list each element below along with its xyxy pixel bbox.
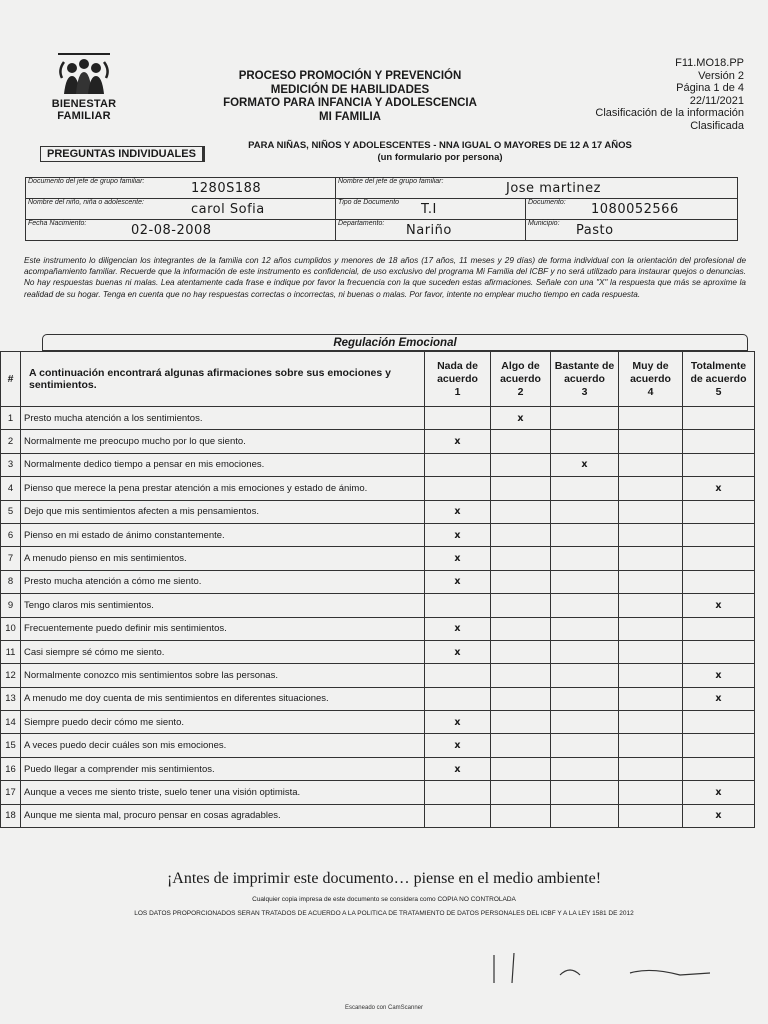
instructions-paragraph: Este instrumento lo diligencian los integrantes de la familia con 12 años cumplidos y menores de 18 años (17 años, 11 meses y 29 días) de forma individual con la orientación del profesional de acompañamiento familiar. Recuerde que la información de este instrumento es confidencial, de uso exclusivo del programa Mi Familia del ICBF y no será utilizado para instaurar quejos o denuncias. No hay respuestas buenas ni malas. Lea atentamente cada frase e indique por favor la frecuencia con la que suceden estas afirmaciones. Señale con una "X" la respuesta que más se aproxime la realidad de su hogar. Tenga en cuenta que no hay respuestas correctas o incorrectas, ni buenas o malas. Por favor, intente no emplear mucho tiempo en cada respuesta. — [24, 256, 746, 299]
section-label-preguntas: PREGUNTAS INDIVIDUALES — [40, 146, 205, 162]
answer-cell-3[interactable] — [551, 781, 619, 804]
statement-text: Frecuentemente puedo definir mis sentimientos. — [21, 617, 425, 640]
answer-cell-1[interactable] — [425, 570, 491, 593]
jefe-documento-field[interactable] — [26, 178, 336, 199]
answer-mark: x — [715, 693, 722, 705]
jefe-nombre-label: Nombre del jefe de grupo familiar: — [338, 178, 444, 185]
answer-cell-3[interactable] — [551, 430, 619, 453]
row-number: 15 — [1, 734, 21, 757]
scale-label-2: Algo de acuerdo — [500, 359, 541, 385]
documento-label: Documento: — [528, 199, 566, 206]
table-row — [1, 407, 755, 430]
statement-text: Pienso que merece la pena prestar atención a mis emociones y estado de ánimo. — [21, 477, 425, 500]
answer-cell-3[interactable] — [551, 547, 619, 570]
answer-cell-4[interactable] — [619, 734, 683, 757]
documento-value: 1080052566 — [591, 202, 679, 217]
answer-cell-1[interactable] — [425, 477, 491, 500]
document-version: Versión 2 — [698, 69, 744, 82]
answer-cell-2[interactable] — [491, 570, 551, 593]
jefe-documento-value: 1280S188 — [191, 181, 262, 196]
title-line-2: MEDICIÓN DE HABILIDADES — [270, 83, 430, 96]
row-number: 6 — [1, 523, 21, 546]
answer-cell-5[interactable] — [683, 804, 755, 827]
answer-cell-4[interactable] — [619, 804, 683, 827]
scale-value-5: 5 — [715, 385, 722, 398]
table-row — [1, 664, 755, 687]
answer-cell-4[interactable] — [619, 477, 683, 500]
answer-mark: x — [454, 763, 461, 775]
answer-cell-5[interactable] — [683, 570, 755, 593]
nna-nombre-value: carol Sofia — [191, 202, 265, 217]
answer-cell-4[interactable] — [619, 640, 683, 663]
answer-cell-1[interactable] — [425, 734, 491, 757]
environment-slogan: ¡Antes de imprimir este documento… piense en el medio ambiente! — [166, 870, 602, 887]
answer-cell-4[interactable] — [619, 617, 683, 640]
table-row — [1, 640, 755, 663]
answer-mark: x — [454, 646, 461, 658]
answer-cell-2[interactable] — [491, 430, 551, 453]
table-row — [1, 594, 755, 617]
answer-cell-1[interactable] — [425, 711, 491, 734]
answer-cell-3[interactable] — [551, 477, 619, 500]
section-title-regulacion: Regulación Emocional — [42, 334, 748, 351]
statement-text: Siempre puedo decir cómo me siento. — [21, 711, 425, 734]
scanner-watermark: Escaneado con CamScanner — [344, 1005, 424, 1011]
answer-cell-2[interactable] — [491, 781, 551, 804]
answer-cell-1[interactable] — [425, 500, 491, 523]
answer-cell-2[interactable] — [491, 523, 551, 546]
table-row — [1, 430, 755, 453]
table-row — [1, 547, 755, 570]
bienestar-familiar-logo — [44, 50, 124, 122]
scale-header-3 — [551, 352, 619, 407]
logo-text-line2: FAMILIAR — [57, 110, 111, 122]
classification-label: Clasificación de la información — [595, 107, 744, 119]
answer-cell-3[interactable] — [551, 687, 619, 710]
answer-mark: x — [454, 623, 461, 635]
answer-cell-5[interactable] — [683, 500, 755, 523]
answer-mark: x — [715, 482, 722, 494]
statement-text: Tengo claros mis sentimientos. — [21, 594, 425, 617]
answer-cell-2[interactable] — [491, 734, 551, 757]
scale-header-4 — [619, 352, 683, 407]
answer-cell-2[interactable] — [491, 453, 551, 476]
statement-text: A menudo pienso en mis sentimientos. — [21, 547, 425, 570]
row-number: 9 — [1, 594, 21, 617]
answer-mark: x — [715, 786, 722, 798]
answer-cell-2[interactable] — [491, 407, 551, 430]
fecha-nacimiento-value: 02-08-2008 — [131, 223, 212, 238]
signature-scribble — [480, 945, 720, 985]
questionnaire-table — [0, 351, 755, 828]
answer-cell-5[interactable] — [683, 407, 755, 430]
questionnaire-body — [1, 407, 755, 828]
table-row — [1, 781, 755, 804]
answer-cell-3[interactable] — [551, 640, 619, 663]
tipo-documento-field[interactable] — [336, 199, 526, 220]
scale-header-5 — [683, 352, 755, 407]
table-row — [1, 523, 755, 546]
answer-cell-4[interactable] — [619, 453, 683, 476]
row-number: 14 — [1, 711, 21, 734]
answer-mark: x — [454, 716, 461, 728]
row-number: 10 — [1, 617, 21, 640]
table-row — [1, 570, 755, 593]
audience-line-1: PARA NIÑAS, NIÑOS Y ADOLESCENTES - NNA IGUAL O MAYORES DE 12 A 17 AÑOS — [248, 140, 632, 151]
answer-cell-3[interactable] — [551, 757, 619, 780]
row-number: 18 — [1, 804, 21, 827]
answer-cell-4[interactable] — [619, 500, 683, 523]
answer-cell-3[interactable] — [551, 711, 619, 734]
answer-cell-1[interactable] — [425, 804, 491, 827]
nna-nombre-label: Nombre del niño, niña o adolescente: — [28, 199, 144, 206]
nna-nombre-field[interactable] — [26, 199, 336, 220]
row-number: 2 — [1, 430, 21, 453]
num-column-header: # — [1, 352, 21, 407]
answer-cell-4[interactable] — [619, 664, 683, 687]
table-row — [1, 617, 755, 640]
answer-cell-2[interactable] — [491, 687, 551, 710]
answer-cell-3[interactable] — [551, 804, 619, 827]
privacy-notice: LOS DATOS PROPORCIONADOS SERAN TRATADOS DE ACUERDO A LA POLITICA DE TRATAMIENTO DE DATOS PERSONALES DEL ICBF Y A LA LEY 1581 DE 2012 — [134, 910, 634, 917]
scale-value-4: 4 — [647, 385, 654, 398]
page-number: Página 1 de 4 — [676, 82, 744, 94]
scale-label-3: Bastante de acuerdo — [554, 359, 615, 385]
statement-column-header: A continuación encontrará algunas afirmaciones sobre sus emociones y sentimientos. — [21, 352, 425, 407]
answer-cell-5[interactable] — [683, 453, 755, 476]
answer-cell-2[interactable] — [491, 477, 551, 500]
answer-cell-5[interactable] — [683, 781, 755, 804]
departamento-value: Nariño — [406, 223, 452, 238]
statement-text: Puedo llegar a comprender mis sentimientos. — [21, 757, 425, 780]
scale-label-4: Muy de acuerdo — [630, 359, 671, 385]
answer-cell-1[interactable] — [425, 687, 491, 710]
fecha-nacimiento-label: Fecha Nacimiento: — [28, 220, 87, 227]
answer-cell-4[interactable] — [619, 570, 683, 593]
answer-mark: x — [454, 576, 461, 588]
answer-mark: x — [715, 599, 722, 611]
statement-text: Normalmente conozco mis sentimientos sobre las personas. — [21, 664, 425, 687]
statement-text: Casi siempre sé cómo me siento. — [21, 640, 425, 663]
row-number: 12 — [1, 664, 21, 687]
answer-cell-4[interactable] — [619, 430, 683, 453]
table-row — [1, 711, 755, 734]
scale-value-3: 3 — [581, 385, 588, 398]
answer-cell-5[interactable] — [683, 617, 755, 640]
scale-label-5: Totalmente de acuerdo — [690, 359, 747, 385]
table-row — [1, 687, 755, 710]
answer-mark: x — [454, 529, 461, 541]
table-row — [1, 734, 755, 757]
copy-notice: Cualquier copia impresa de este documento se considera como COPIA NO CONTROLADA — [252, 896, 516, 903]
municipio-field[interactable] — [526, 220, 738, 241]
departamento-label: Departamento: — [338, 220, 385, 227]
answer-cell-5[interactable] — [683, 687, 755, 710]
answer-cell-3[interactable] — [551, 500, 619, 523]
row-number: 7 — [1, 547, 21, 570]
document-metadata — [524, 57, 744, 132]
answer-cell-5[interactable] — [683, 734, 755, 757]
statement-text: Aunque me sienta mal, procuro pensar en cosas agradables. — [21, 804, 425, 827]
answer-cell-1[interactable] — [425, 617, 491, 640]
answer-cell-1[interactable] — [425, 453, 491, 476]
answer-mark: x — [715, 810, 722, 822]
family-info-form — [25, 177, 738, 241]
answer-cell-1[interactable] — [425, 664, 491, 687]
statement-text: A veces puedo decir cuáles son mis emociones. — [21, 734, 425, 757]
answer-cell-1[interactable] — [425, 407, 491, 430]
answer-cell-5[interactable] — [683, 664, 755, 687]
answer-cell-2[interactable] — [491, 804, 551, 827]
statement-text: A menudo me doy cuenta de mis sentimientos en diferentes situaciones. — [21, 687, 425, 710]
answer-mark: x — [517, 412, 524, 424]
statement-text: Presto mucha atención a cómo me siento. — [21, 570, 425, 593]
answer-cell-3[interactable] — [551, 570, 619, 593]
answer-cell-1[interactable] — [425, 757, 491, 780]
answer-cell-2[interactable] — [491, 547, 551, 570]
answer-cell-2[interactable] — [491, 500, 551, 523]
scale-value-2: 2 — [517, 385, 524, 398]
answer-cell-5[interactable] — [683, 523, 755, 546]
row-number: 8 — [1, 570, 21, 593]
answer-cell-1[interactable] — [425, 594, 491, 617]
scale-header-1 — [425, 352, 491, 407]
table-row — [1, 804, 755, 827]
scale-label-1: Nada de acuerdo — [437, 359, 478, 385]
audience-line-2: (un formulario por persona) — [377, 152, 503, 163]
statement-text: Normalmente me preocupo mucho por lo que siento. — [21, 430, 425, 453]
answer-cell-1[interactable] — [425, 430, 491, 453]
answer-cell-3[interactable] — [551, 664, 619, 687]
answer-cell-2[interactable] — [491, 617, 551, 640]
jefe-nombre-value: Jose martinez — [506, 181, 601, 196]
row-number: 1 — [1, 407, 21, 430]
municipio-value: Pasto — [576, 223, 614, 238]
answer-cell-5[interactable] — [683, 640, 755, 663]
title-line-3: FORMATO PARA INFANCIA Y ADOLESCENCIA — [223, 97, 477, 109]
answer-cell-5[interactable] — [683, 477, 755, 500]
statement-text: Normalmente dedico tiempo a pensar en mis emociones. — [21, 453, 425, 476]
municipio-label: Municipio: — [528, 220, 560, 227]
row-number: 16 — [1, 757, 21, 780]
answer-cell-1[interactable] — [425, 781, 491, 804]
answer-cell-2[interactable] — [491, 664, 551, 687]
row-number: 3 — [1, 453, 21, 476]
table-row — [1, 757, 755, 780]
answer-cell-2[interactable] — [491, 711, 551, 734]
answer-cell-4[interactable] — [619, 523, 683, 546]
answer-cell-1[interactable] — [425, 547, 491, 570]
answer-cell-3[interactable] — [551, 594, 619, 617]
table-row — [1, 453, 755, 476]
answer-cell-2[interactable] — [491, 640, 551, 663]
document-date: 22/11/2021 — [689, 94, 744, 107]
logo-text-line1: BIENESTAR — [51, 98, 117, 110]
answer-cell-2[interactable] — [491, 594, 551, 617]
title-line-4: MI FAMILIA — [319, 110, 381, 123]
answer-cell-4[interactable] — [619, 781, 683, 804]
row-number: 4 — [1, 477, 21, 500]
answer-cell-5[interactable] — [683, 594, 755, 617]
statement-text: Pienso en mi estado de ánimo constantemente. — [21, 523, 425, 546]
tipo-documento-label: Tipo de Documento — [338, 199, 400, 206]
answer-cell-4[interactable] — [619, 687, 683, 710]
tipo-documento-value: T.I — [421, 202, 437, 217]
row-number: 17 — [1, 781, 21, 804]
answer-cell-3[interactable] — [551, 734, 619, 757]
answer-cell-5[interactable] — [683, 430, 755, 453]
answer-cell-3[interactable] — [551, 407, 619, 430]
jefe-nombre-field[interactable] — [336, 178, 738, 199]
scale-header-2 — [491, 352, 551, 407]
answer-cell-3[interactable] — [551, 617, 619, 640]
answer-cell-1[interactable] — [425, 523, 491, 546]
answer-cell-1[interactable] — [425, 640, 491, 663]
scale-value-1: 1 — [454, 385, 461, 398]
statement-text: Aunque a veces me siento triste, suelo tener una visión optimista. — [21, 781, 425, 804]
jefe-documento-label: Documento del jefe de grupo familiar: — [28, 178, 145, 185]
answer-cell-3[interactable] — [551, 453, 619, 476]
statement-text: Dejo que mis sentimientos afecten a mis pensamientos. — [21, 500, 425, 523]
table-row — [1, 500, 755, 523]
answer-cell-5[interactable] — [683, 711, 755, 734]
answer-mark: x — [454, 740, 461, 752]
answer-cell-4[interactable] — [619, 711, 683, 734]
row-number: 5 — [1, 500, 21, 523]
answer-cell-3[interactable] — [551, 523, 619, 546]
classification-value: Clasificada — [690, 119, 744, 132]
statement-text: Presto mucha atención a los sentimientos. — [21, 407, 425, 430]
documento-field[interactable] — [526, 199, 738, 220]
answer-cell-5[interactable] — [683, 547, 755, 570]
answer-cell-4[interactable] — [619, 547, 683, 570]
title-line-1: PROCESO PROMOCIÓN Y PREVENCIÓN — [238, 70, 462, 82]
audience-heading — [220, 140, 660, 164]
fecha-nacimiento-field[interactable] — [26, 220, 336, 241]
answer-cell-5[interactable] — [683, 757, 755, 780]
answer-mark: x — [454, 436, 461, 448]
answer-mark: x — [454, 553, 461, 565]
answer-cell-4[interactable] — [619, 757, 683, 780]
family-logo-icon — [54, 50, 114, 98]
answer-cell-4[interactable] — [619, 407, 683, 430]
document-code: F11.MO18.PP — [675, 57, 744, 69]
table-row — [1, 477, 755, 500]
answer-mark: x — [581, 459, 588, 471]
answer-cell-2[interactable] — [491, 757, 551, 780]
document-title — [190, 70, 510, 124]
departamento-field[interactable] — [336, 220, 526, 241]
row-number: 11 — [1, 640, 21, 663]
answer-cell-4[interactable] — [619, 594, 683, 617]
row-number: 13 — [1, 687, 21, 710]
answer-mark: x — [715, 669, 722, 681]
answer-mark: x — [454, 506, 461, 518]
